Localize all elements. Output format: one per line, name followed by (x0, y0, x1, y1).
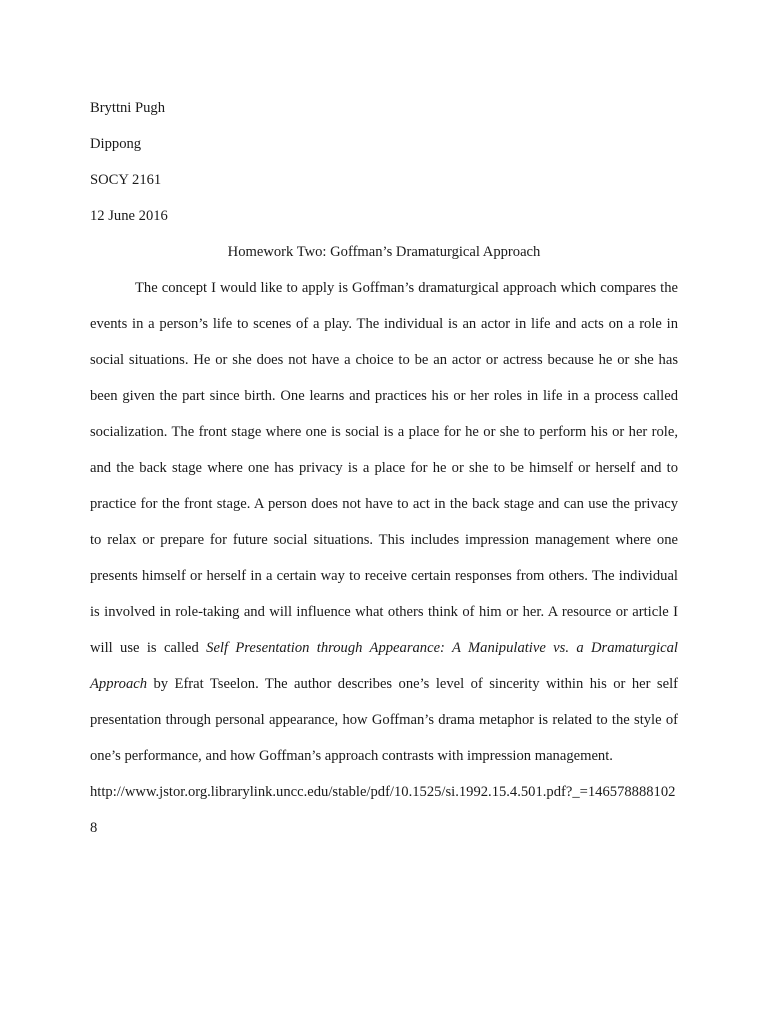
reference-url: http://www.jstor.org.librarylink.uncc.edu/stable/pdf/10.1525/si.1992.15.4.501.pdf?_=1465788881028 (90, 784, 676, 836)
author-name: Bryttni Pugh (90, 100, 166, 116)
document-content (90, 90, 678, 846)
document-title: Homework Two: Goffman’s Dramaturgical Approach (227, 244, 541, 260)
body-text-part2: by Efrat Tseelon. The author describes one’s level of sincerity within his or her self presentation through personal appearance, how Goffman’s drama metaphor is related to the style of one’s performance, and how Goffman’s approach contrasts with impression management. (90, 676, 678, 764)
document-date: 12 June 2016 (90, 208, 168, 224)
article-title: Self Presentation through Appearance: A Manipulative vs. a Dramaturgical Approach (90, 640, 678, 692)
instructor-name: Dippong (90, 136, 142, 152)
body-paragraph (90, 270, 678, 774)
course-code: SOCY 2161 (90, 172, 162, 188)
body-text-part1: The concept I would like to apply is Goffman’s dramaturgical approach which compares the events in a person’s life to scenes of a play. The individual is an actor in life and acts on a role in social situations. He or she does not have a choice to be an actor or actress because he or she has been given the part since birth. One learns and practices his or her roles in life in a process called socialization. The front stage where one is social is a place for he or she to perform his or her role, and the back stage where one has privacy is a place for he or she to be himself or herself and to practice for the front stage. A person does not have to act in the back stage and can use the privacy to relax or prepare for future social situations. This includes impression management where one presents himself or herself in a certain way to receive certain responses from others. The individual is involved in role-taking and will influence what others think of him or her. A resource or article I will use is called (90, 280, 678, 656)
